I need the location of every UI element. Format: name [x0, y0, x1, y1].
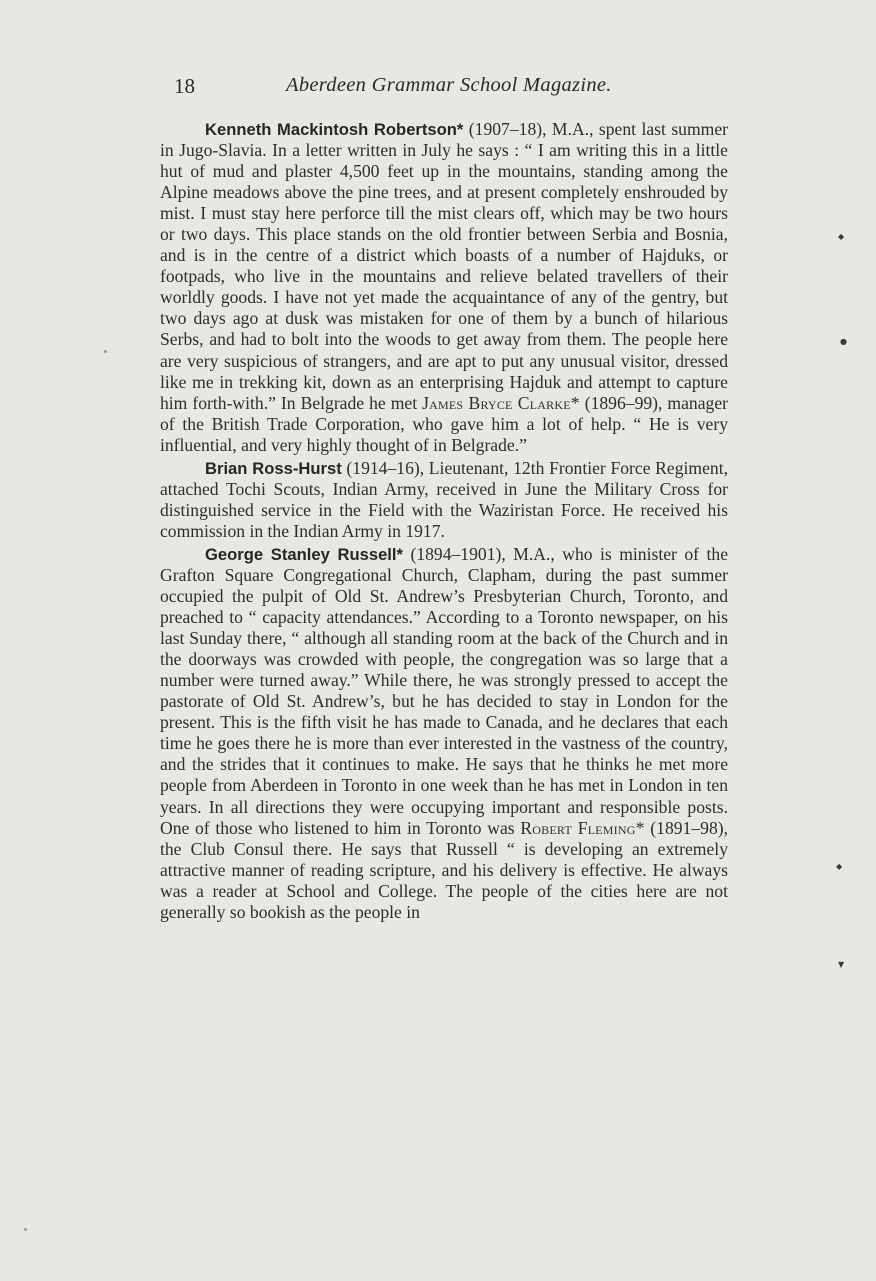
article-body [160, 119, 728, 925]
paragraph-robertson [160, 119, 728, 456]
paper-speck [104, 350, 107, 353]
paragraph-text: (1894–1901), M.A., who is minister of the Grafton Square Congregational Church, Clapham, during the past summer occupied the pulpit of Old St. Andrew’s Presbyterian Church, Toronto, and preached to “ capacity attendances.” According to a Toronto newspaper, on his last Sunday there, “ although all standing room at the back of the Church and in the doorways was crowded with people, the congregation was so large that a number were turned away.” While there, he was strongly pressed to accept the pastorate of Old St. Andrew’s, but he has decided to stay in London for the present. This is the fifth visit he has made to Canada, and he declares that each time he goes there he is more than ever interested in the vastness of the country, and the strides that it continues to make. He says that he thinks he met more people from Aberdeen in Toronto in one week than he has met in London in ten years. In all directions they were occupying important and responsible posts. One of those who listened to him in Toronto was [160, 543, 728, 838]
margin-mark: ● [840, 337, 847, 346]
paragraph-ross-hurst [160, 458, 728, 542]
paragraph-text-continued: (1896–99), manager of the British Trade Corporation, who gave him a lot of help. “ He is very influential, and very highly thought of in Belgrade.” [160, 392, 728, 455]
paper-speck [24, 1228, 27, 1231]
page-number: 18 [174, 74, 195, 98]
paragraph-russell [160, 544, 728, 923]
margin-mark: ◆ [838, 232, 845, 241]
margin-mark: ▼ [838, 960, 845, 969]
person-name: George Stanley Russell* [205, 544, 403, 564]
person-name-inline: Robert Fleming* [520, 817, 645, 838]
paragraph-text-continued: (1891–98), the Club Consul there. He says that Russell “ is developing an extremely attractive manner of reading scripture, and his delivery is effective. He always was a reader at School and College. The people of the cities here are not generally so bookish as the people in [160, 817, 728, 922]
person-name-inline: James Bryce Clarke* [422, 392, 580, 413]
paragraph-text: (1914–16), Lieutenant, 12th Frontier Force Regiment, attached Tochi Scouts, Indian Army, received in June the Military Cross for distinguished service in the Field with the Waziristan Force. He received his commission in the Indian Army in 1917. [160, 457, 728, 541]
margin-mark: ◆ [836, 862, 843, 871]
paragraph-text: (1907–18), M.A., spent last summer in Jugo-Slavia. In a letter written in July he says : “ I am writing this in a little hut of mud and plaster 4,500 feet up in the mountains, standing among the Alpine meadows above the pine trees, and at present completely enshrouded by mist. I must stay here perforce till the mist clears off, which may be two hours or two days. This place stands on the old frontier between Serbia and Bosnia, and is in the centre of a district which boasts of a number of Hajduks, or footpads, who live in the mountains and relieve belated travellers of their worldly goods. I have not yet made the acquaintance of any of the gentry, but two days ago at dusk was mistaken for one of them by a bunch of hilarious Serbs, and had to bolt into the woods to get away from them. The people here are very suspicious of strangers, and are apt to put any unusual visitor, dressed like me in trekking kit, down as an enterprising Hajduk and attempt to capture him forth-with.” In Belgrade he met [160, 119, 729, 413]
running-title: Aberdeen Grammar School Magazine. [286, 74, 612, 96]
person-name: Kenneth Mackintosh Robertson* [205, 120, 464, 139]
person-name: Brian Ross-Hurst [205, 458, 342, 478]
page-header [174, 74, 734, 104]
